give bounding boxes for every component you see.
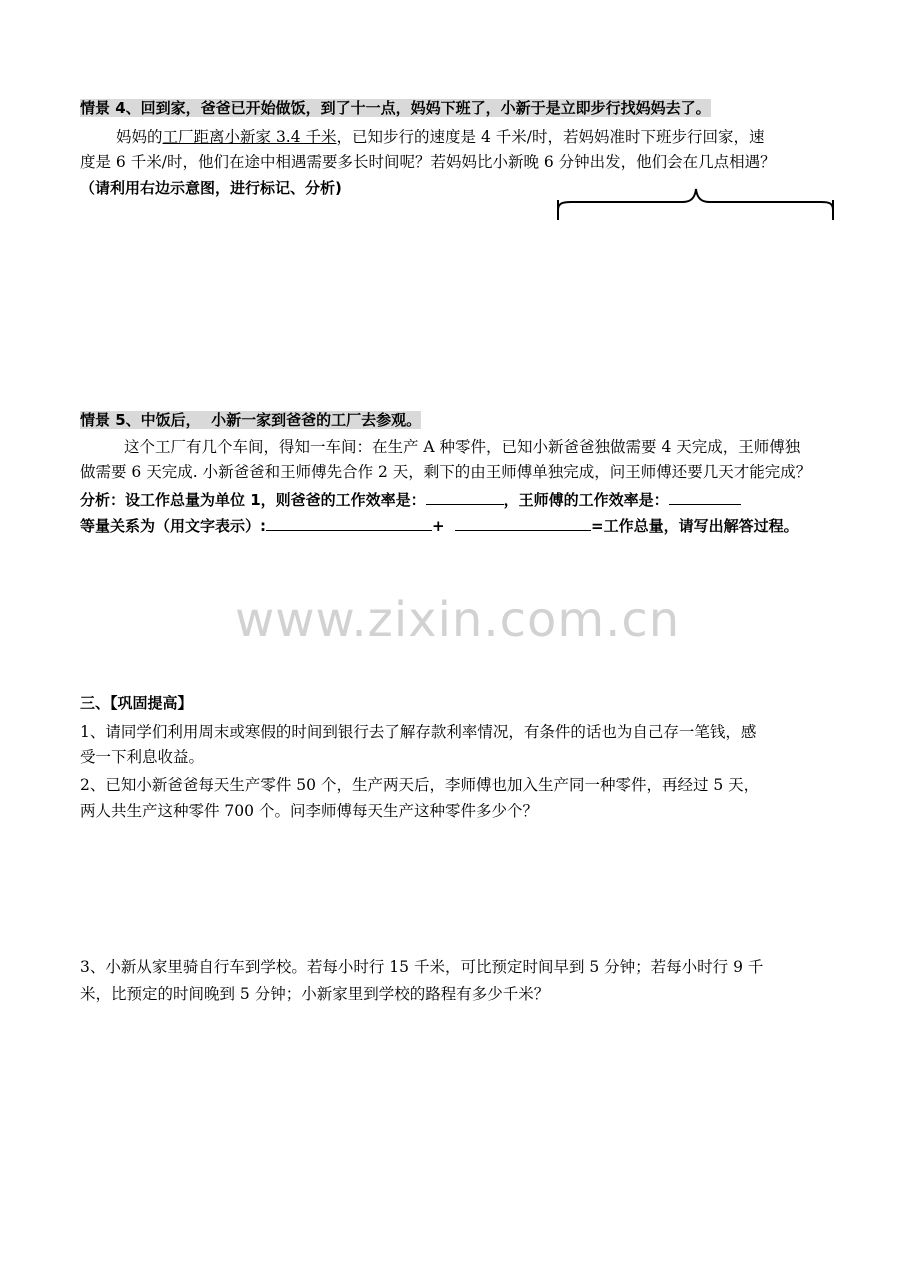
- distance-brace-diagram: [555, 186, 840, 224]
- scene4-line1-pre: 妈妈的: [116, 128, 163, 146]
- wang-efficiency-blank[interactable]: [669, 489, 741, 505]
- q3-line1: 3、小新从家里骑自行车到学校。若每小时行 15 千米，可比预定时间早到 5 分钟；若每小时行 9 千: [80, 958, 764, 976]
- scene5-analysis: [80, 489, 741, 511]
- scene4-title-text: 情景 4、回到家，爸爸已开始做饭，到了十一点，妈妈下班了，小新于是立即步行找妈妈去了。: [80, 99, 711, 117]
- q1-line1: 1、请同学们利用周末或寒假的时间到银行去了解存款利率情况，有条件的话也为自己存一笔钱，感: [80, 723, 757, 741]
- relation-blank-1[interactable]: [266, 515, 432, 531]
- scene4-line1-underlined: 工厂距离小新家 3.4 千米: [162, 128, 337, 146]
- relation-plus: +: [432, 517, 445, 535]
- analysis-label: 分析：设工作总量为单位 1，则爸爸的工作效率是：: [80, 491, 426, 509]
- analysis-label-2: ，王师傅的工作效率是：: [503, 491, 669, 509]
- q2-line1: 2、已知小新爸爸每天生产零件 50 个，生产两天后，李师傅也加入生产同一种零件，再经过 5 天，: [80, 776, 760, 794]
- watermark: www.zixin.com.cn: [235, 592, 681, 648]
- relation-label: 等量关系为（用文字表示）:: [80, 517, 266, 535]
- scene4-title: [80, 97, 711, 119]
- relation-blank-2[interactable]: [455, 515, 591, 531]
- scene5-title-text: 情景 5、中饭后， 小新一家到爸爸的工厂去参观。: [80, 411, 422, 429]
- scene5-paragraph-line2: 做需要 6 天完成. 小新爸爸和王师傅先合作 2 天，剩下的由王师傅单独完成，问王师傅还要几天才能完成？: [80, 463, 812, 481]
- scene4-note: （请利用右边示意图，进行标记、分析): [80, 179, 342, 197]
- relation-tail: =工作总量，请写出解答过程。: [591, 517, 799, 535]
- scene5-title: [80, 409, 421, 431]
- section3-heading: 三、【巩固提高】: [80, 694, 193, 712]
- scene4-paragraph-line1: [116, 126, 764, 148]
- q1-line2: 受一下利息收益。: [80, 748, 205, 766]
- q2-line2: 两人共生产这种零件 700 个。问李师傅每天生产这种零件多少个？: [80, 802, 538, 820]
- brace-line: [558, 189, 833, 220]
- dad-efficiency-blank[interactable]: [426, 489, 504, 505]
- scene4-paragraph-line2: 度是 6 千米/时，他们在途中相遇需要多长时间呢？若妈妈比小新晚 6 分钟出发，他们会在几点相遇？: [80, 153, 776, 171]
- q3-line2: 米，比预定的时间晚到 5 分钟；小新家里到学校的路程有多少千米？: [80, 985, 550, 1003]
- scene4-line1-post: ，已知步行的速度是 4 千米/时，若妈妈准时下班步行回家，速: [336, 128, 765, 146]
- scene5-paragraph-line1: 这个工厂有几个车间，得知一车间：在生产 A 种零件，已知小新爸爸独做需要 4 天完成，王师傅独: [124, 438, 801, 456]
- scene5-relation: [80, 515, 799, 537]
